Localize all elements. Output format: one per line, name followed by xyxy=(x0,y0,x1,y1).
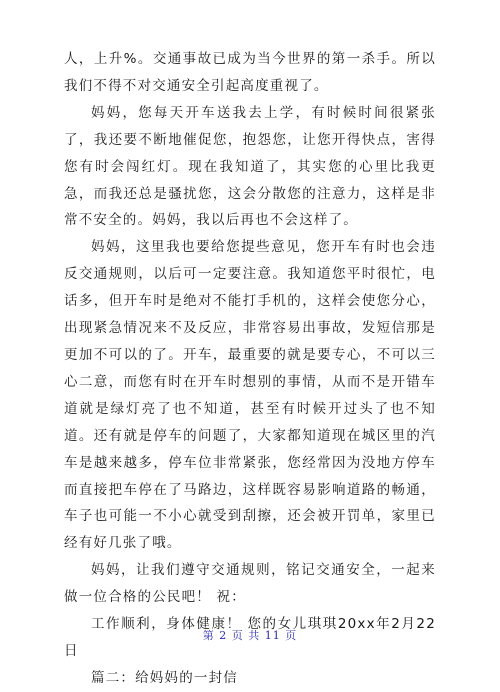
page-footer: 第 2 页 共 11 页 xyxy=(202,629,298,642)
paragraph-1: 人，上升%。交通事故已成为当今世界的第一杀手。所以我们不得不对交通安全引起高度重视了。 xyxy=(64,51,436,94)
paragraph-3: 妈妈，这里我也要给您提些意见，您开车有时也会违反交通规则，以后可一定要注意。我知道您平时很忙，电话多，但开车时是绝对不能打手机的，这样会使您分心，出现紧急情况来不及反应，非常容易出事故，发短信那是更加不可以的了。开车，最重要的就是要专心，不可以三心二意，而您有时在开车时想别的事情，从而不是开错车道就是绿灯亮了也不知道，甚至有时候开过头了也不知道。还有就是停车的问题了，大家都知道现在城区里的汽车是越来越多，停车位非常紧张，您经常因为没地方停车而直接把车停在了马路边，这样既容易影响道路的畅通，车子也可能一不小心就受到刮擦，还会被开罚单，家里已经有好几张了哦。 xyxy=(64,239,436,552)
paragraph-5: 工作顺利，身体健康！ 您的女儿琪琪20xx年2月22日 xyxy=(64,616,436,659)
paragraph-4: 妈妈，让我们遵守交通规则，铭记交通安全，一起来做一位合格的公民吧！ 祝： xyxy=(64,562,436,606)
section-heading: 篇二：给妈妈的一封信 xyxy=(91,669,238,686)
paragraph-2: 妈妈，您每天开车送我去上学，有时候时间很紧张了，我还要不断地催促您，抱怨您，让您开得快点，害得您有时会闯红灯。现在我知道了，其实您的心里比我更急，而我还总是骚扰您，这会分散您的注意力，这样是非常不安全的。妈妈，我以后再也不会这样了。 xyxy=(64,104,436,229)
document-body xyxy=(64,46,436,692)
